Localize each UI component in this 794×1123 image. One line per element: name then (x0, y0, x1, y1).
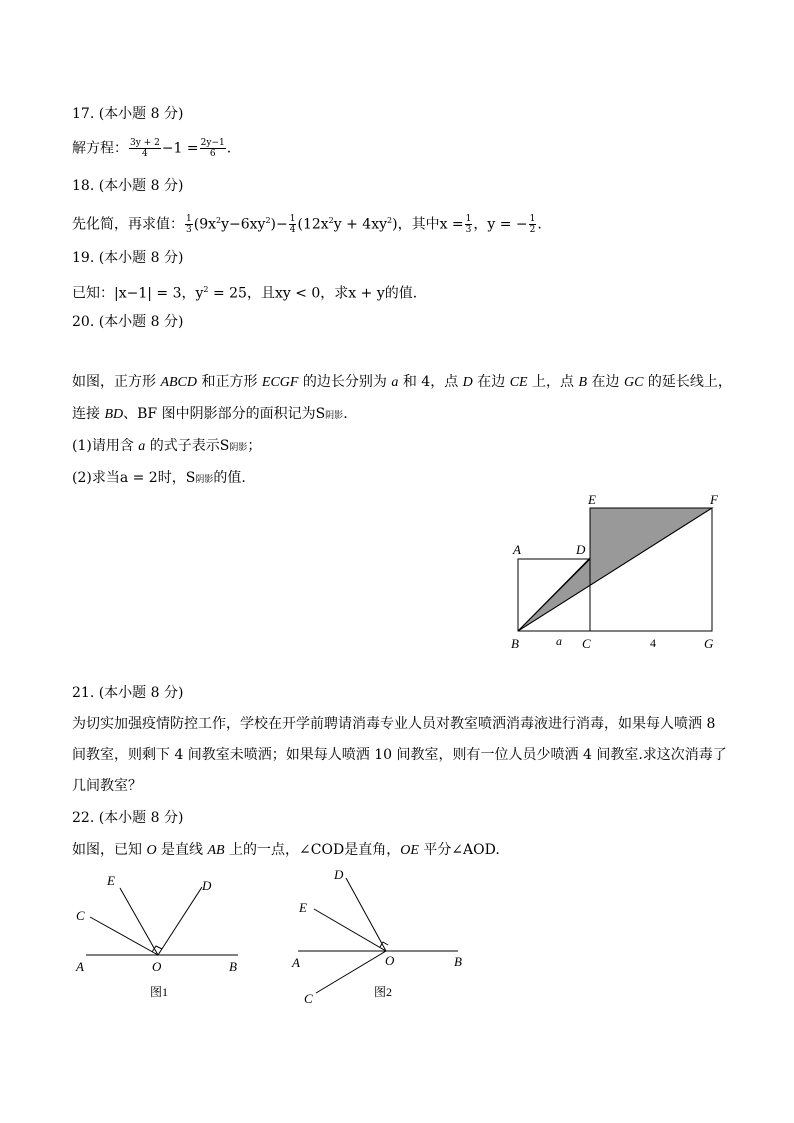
q20-l1-h: 的延长线上， (643, 374, 732, 390)
q18-sup2: 2 (265, 216, 271, 225)
q20-l2-sub: 阴影 (325, 411, 344, 421)
q20-l2-b: 、BF 图中阴影部分的面积记为S (123, 406, 326, 422)
q21-line-1: 为切实加强疫情防控工作，学校在开学前聘请消毒专业人员对教室喷洒消毒液进行消毒，如果每人喷洒 8 (72, 716, 716, 732)
q18-expr3: ，y = − (473, 216, 528, 233)
q18-f2-num: 1 (289, 214, 296, 225)
q17-header: 17. (本小题 8 分) (72, 106, 184, 122)
fig2-label-e: E (299, 900, 307, 915)
q22-header: 22. (本小题 8 分) (72, 810, 184, 826)
q18-f2-den: 4 (289, 225, 296, 236)
q20-l1-f: 上，点 (527, 374, 579, 390)
q20-l1-c: 的边长分别为 (298, 374, 392, 390)
q20-p2-c: 的值. (213, 470, 246, 486)
q20-bd: BD (104, 407, 124, 422)
q20-label-a: A (513, 542, 521, 557)
q18-expr1a: (9x (193, 216, 216, 233)
q22-t-d: 平分∠AOD. (418, 842, 500, 858)
q20-line-bd (518, 559, 590, 631)
q17-frac1-den: 4 (142, 149, 148, 159)
q18-expr2c: )，其中x = (392, 216, 464, 233)
q18-f3-den: 3 (465, 225, 472, 236)
q19-sup: 2 (203, 285, 209, 294)
q20-p1-var: a (138, 439, 146, 454)
q17-fraction-2 (200, 138, 226, 159)
q22-t-b: 是直线 (156, 842, 208, 858)
fig2-ray-od (346, 878, 386, 951)
q18-header: 18. (本小题 8 分) (72, 178, 184, 194)
fig2-caption: 图2 (374, 985, 393, 999)
q20-label-a-length: a (556, 634, 562, 648)
q18-expr1b: y−6xy (221, 216, 266, 233)
q21-line-2: 间教室，则剩下 4 间教室未喷洒；如果每人喷洒 10 间教室，则有一位人员少喷洒 4 间教室.求这次消毒了 (72, 747, 727, 763)
q20-label-c: C (582, 636, 591, 651)
q17-frac2-den: 6 (209, 149, 216, 159)
q20-part-2 (72, 468, 246, 490)
fig2-ray-oe (314, 909, 386, 951)
q20-figure (500, 488, 740, 658)
q20-abcd: ABCD (160, 375, 198, 390)
q18-fraction-3 (465, 214, 473, 235)
q18-fraction-2 (289, 214, 297, 235)
q18-f4-den: 2 (529, 225, 536, 236)
q19-header: 19. (本小题 8 分) (72, 250, 184, 266)
q20-ce: CE (509, 375, 528, 390)
q20-label-g: G (704, 636, 714, 651)
q17-problem (72, 138, 231, 159)
q18-expr2b: y + 4xy (333, 216, 388, 233)
fig2-label-b: B (454, 954, 462, 969)
q20-line-2 (72, 404, 348, 426)
fig2-label-d: D (334, 867, 344, 882)
q20-point-b: B (578, 375, 588, 390)
q18-fraction-1 (185, 214, 193, 235)
q17-frac2-num: 2y−1 (200, 138, 225, 148)
q20-label-b: B (511, 636, 519, 651)
q20-label-e: E (588, 492, 596, 507)
q20-gc: GC (623, 375, 644, 390)
q22-oe: OE (400, 843, 419, 858)
fig1-label-a: A (76, 959, 84, 974)
q18-sup1: 2 (216, 216, 222, 225)
q17-end: . (226, 140, 232, 157)
q18-problem (72, 211, 542, 235)
q22-problem (72, 840, 500, 861)
q20-l1-g: 在边 (587, 374, 624, 390)
q19-text-a: 已知：|x−1| = 3，y (72, 285, 204, 302)
q19-text-b: = 25，且xy < 0，求x + y的值. (208, 285, 418, 302)
q22-figure-1 (70, 870, 255, 1005)
q18-f3-num: 1 (465, 214, 472, 225)
q20-p1-sub: 阴影 (229, 443, 248, 453)
q18-end: . (537, 216, 542, 233)
q20-l1-b: 和正方形 (197, 374, 262, 390)
q20-l1-e: 在边 (472, 374, 510, 390)
q17-frac1-num: 3y + 2 (130, 138, 160, 148)
q22-figure-2 (288, 862, 478, 1012)
fig1-label-e: E (107, 873, 115, 888)
q18-f1-num: 1 (186, 214, 192, 225)
q20-l2-c: . (343, 406, 348, 422)
q22-t-c: 上的一点，∠COD是直角， (224, 842, 401, 858)
q20-p1-b: 的式子表示S (145, 438, 230, 454)
q20-line-1 (72, 372, 732, 393)
fig1-ray-oc (90, 917, 158, 955)
q20-p1-c: ； (247, 438, 262, 454)
q20-label-d: D (576, 542, 586, 557)
fig1-label-b: B (229, 959, 237, 974)
q20-p2-a: (2)求当a = 2时，S (72, 470, 196, 486)
q19-problem (72, 280, 417, 304)
q20-label-f: F (710, 492, 718, 507)
q22-point-o: O (146, 843, 157, 858)
q20-l2-a: 连接 (72, 406, 105, 422)
fig2-label-a: A (292, 955, 300, 970)
q20-var-a: a (391, 375, 399, 390)
q17-mid: −1 = (161, 140, 199, 157)
fig1-label-o: O (152, 959, 162, 974)
q20-part-1 (72, 436, 261, 458)
q20-header: 20. (本小题 8 分) (72, 314, 184, 330)
fig1-ray-od (158, 887, 202, 955)
q20-l1-d: 和 4，点 (398, 374, 463, 390)
q18-expr1c: )− (270, 216, 288, 233)
q18-f1-den: 3 (186, 225, 192, 236)
q18-prefix: 先化简，再求值： (72, 216, 184, 233)
q18-f4-num: 1 (529, 214, 536, 225)
q20-label-four: 4 (650, 636, 656, 650)
q18-sup4: 2 (387, 216, 393, 225)
q17-prefix: 解方程： (72, 140, 128, 157)
q17-fraction-1 (129, 138, 161, 159)
q20-l1-a: 如图，正方形 (72, 374, 161, 390)
q22-t-a: 如图，已知 (72, 842, 147, 858)
q18-fraction-4 (529, 214, 537, 235)
fig1-label-d: D (202, 878, 212, 893)
q21-header: 21. (本小题 8 分) (72, 685, 184, 701)
q20-ecgf: ECGF (261, 375, 299, 390)
fig2-label-o: O (385, 953, 395, 968)
q18-sup3: 2 (328, 216, 334, 225)
q22-ab: AB (207, 843, 225, 858)
fig1-label-c: C (76, 908, 85, 923)
q21-line-3: 几间教室？ (72, 778, 142, 794)
fig1-caption: 图1 (150, 985, 169, 999)
q20-point-d: D (462, 375, 473, 390)
q20-p1-a: (1)请用含 (72, 438, 139, 454)
q18-expr2a: (12x (297, 216, 329, 233)
q20-p2-sub: 阴影 (195, 475, 214, 485)
fig2-label-c: C (304, 991, 313, 1006)
